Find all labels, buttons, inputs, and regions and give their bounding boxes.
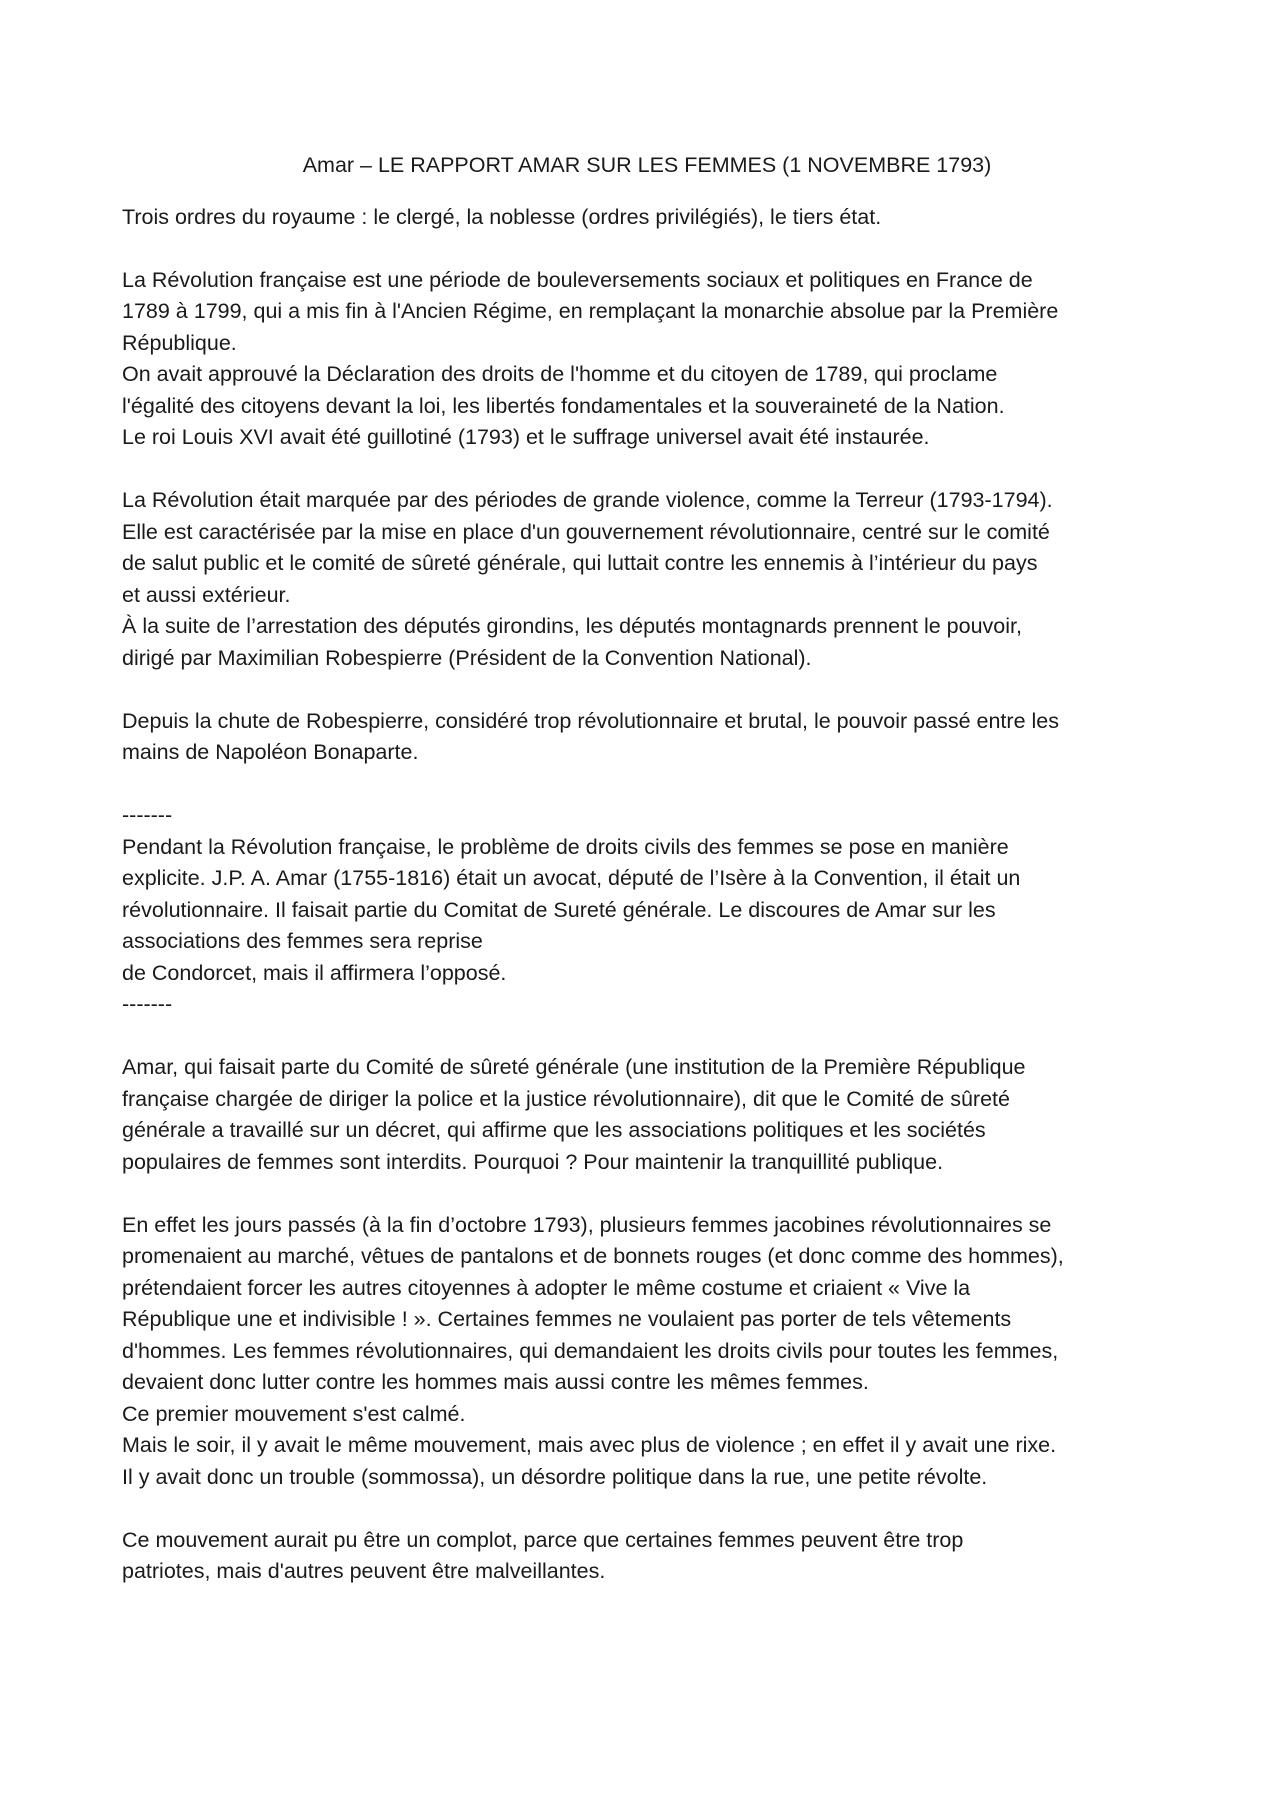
text-line: de Condorcet, mais il affirmera l’opposé. <box>122 960 507 985</box>
paragraph-revolution-intro <box>122 265 1172 454</box>
paragraph-gap <box>122 1021 1172 1053</box>
text-line: Le roi Louis XVI avait été guillotiné (1793) et le suffrage universel avait été instaurée. <box>122 425 930 449</box>
text-line: Ce mouvement aurait pu être un complot, parce que certaines femmes peuvent être trop <box>122 1527 964 1552</box>
paragraph-complot <box>122 1525 1172 1588</box>
paragraph-gap <box>122 674 1172 706</box>
text-line: Amar, qui faisait parte du Comité de sûreté générale (une institution de la Première République <box>122 1055 1026 1079</box>
paragraph-gap <box>122 233 1172 265</box>
text-line: Mais le soir, il y avait le même mouvement, mais avec plus de violence ; en effet il y avait une rixe. <box>122 1433 1057 1457</box>
paragraph-market-events <box>122 1210 1172 1494</box>
text-line: On avait approuvé la Déclaration des droits de l'homme et du citoyen de 1789, qui proclame <box>122 362 998 386</box>
text-line: promenaient au marché, vêtues de pantalons et de bonnets rouges (et donc comme des hommes), <box>122 1244 1064 1268</box>
text-line: mains de Napoléon Bonaparte. <box>122 740 419 764</box>
text-line: révolutionnaire. Il faisait partie du Comitat de Sureté générale. Le discoures de Amar sur les <box>122 897 996 922</box>
text-line: devaient donc lutter contre les hommes mais aussi contre les mêmes femmes. <box>122 1370 869 1394</box>
paragraph-robespierre-fall <box>122 706 1172 769</box>
text-line: Trois ordres du royaume : le clergé, la noblesse (ordres privilégiés), le tiers état. <box>122 204 882 229</box>
paragraph-gap <box>122 1493 1172 1525</box>
paragraph-terror <box>122 485 1172 674</box>
text-line: Pendant la Révolution française, le problème de droits civils des femmes se pose en manière <box>122 834 1009 859</box>
paragraph-three-orders <box>122 202 1172 234</box>
text-line: dirigé par Maximilian Robespierre (Président de la Convention National). <box>122 645 812 670</box>
text-line: explicite. J.P. A. Amar (1755-1816) était un avocat, député de l’Isère à la Convention, il était un <box>122 866 1021 890</box>
text-line: prétendaient forcer les autres citoyennes à adopter le même costume et criaient « Vive la <box>122 1275 971 1300</box>
paragraph-gap <box>122 1178 1172 1210</box>
document-body <box>122 150 1172 1588</box>
text-line: populaires de femmes sont interdits. Pourquoi ? Pour maintenir la tranquillité publique. <box>122 1149 944 1174</box>
text-line: République une et indivisible ! ». Certaines femmes ne voulaient pas porter de tels vêtements <box>122 1307 1012 1331</box>
paragraph-gap <box>122 454 1172 486</box>
text-line: patriotes, mais d'autres peuvent être malveillantes. <box>122 1559 606 1583</box>
text-line: Elle est caractérisée par la mise en place d'un gouvernement révolutionnaire, centré sur le comité <box>122 519 1050 544</box>
text-line: La Révolution était marquée par des périodes de grande violence, comme la Terreur (1793-1794). <box>122 488 1053 512</box>
document-title: Amar – LE RAPPORT AMAR SUR LES FEMMES (1 NOVEMBRE 1793) <box>302 153 992 177</box>
text-line: française chargée de diriger la police et la justice révolutionnaire), dit que le Comité de sûreté <box>122 1086 1010 1111</box>
text-line: d'hommes. Les femmes révolutionnaires, qui demandaient les droits civils pour toutes les femmes, <box>122 1338 1059 1363</box>
text-line: associations des femmes sera reprise <box>122 929 483 953</box>
text-line: générale a travaillé sur un décret, qui affirme que les associations politiques et les sociétés <box>122 1118 986 1142</box>
paragraph-amar-biography <box>122 800 1172 1021</box>
paragraph-decree <box>122 1052 1172 1178</box>
separator-line: ------- <box>122 992 173 1016</box>
text-line: En effet les jours passés (à la fin d’octobre 1793), plusieurs femmes jacobines révolutionnaires se <box>122 1212 1052 1237</box>
text-line: et aussi extérieur. <box>122 582 291 607</box>
text-line: La Révolution française est une période de bouleversements sociaux et politiques en France de <box>122 267 1033 292</box>
text-line: Ce premier mouvement s'est calmé. <box>122 1401 466 1426</box>
separator-line: ------- <box>122 803 173 827</box>
text-line: Il y avait donc un trouble (sommossa), un désordre politique dans la rue, une petite révolte. <box>122 1464 988 1489</box>
text-line: de salut public et le comité de sûreté générale, qui luttait contre les ennemis à l’intérieur du pays <box>122 551 1038 575</box>
text-line: République. <box>122 330 237 355</box>
text-line: 1789 à 1799, qui a mis fin à l'Ancien Régime, en remplaçant la monarchie absolue par la Première <box>122 299 1059 323</box>
paragraph-gap <box>122 769 1172 801</box>
text-line: Depuis la chute de Robespierre, considéré trop révolutionnaire et brutal, le pouvoir passé entre les <box>122 708 1059 733</box>
text-line: À la suite de l’arrestation des députés girondins, les députés montagnards prennent le pouvoir, <box>122 614 1022 638</box>
text-line: l'égalité des citoyens devant la loi, les libertés fondamentales et la souveraineté de la Nation. <box>122 393 1005 418</box>
